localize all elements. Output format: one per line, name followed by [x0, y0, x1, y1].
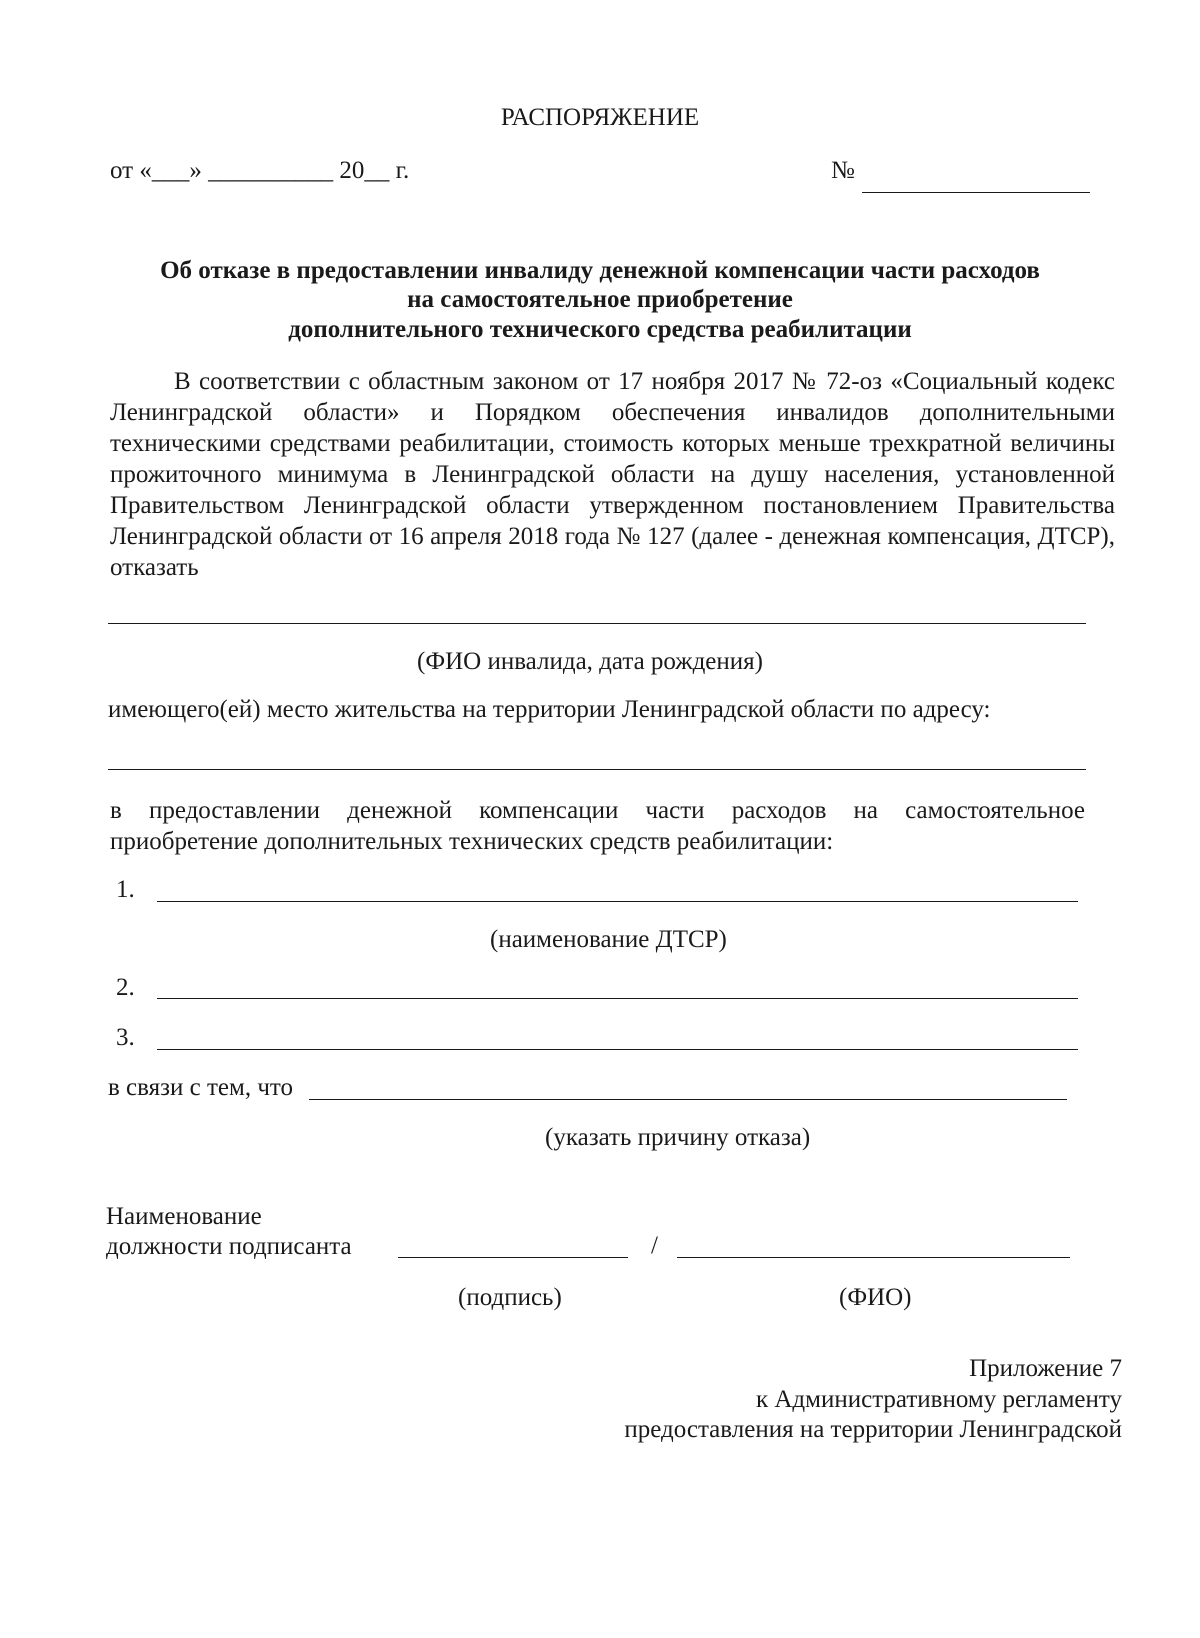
document-title-line-3: дополнительного технического средства реабилитации: [288, 316, 912, 343]
document-title-line-2: на самостоятельное приобретение: [407, 286, 793, 313]
signer-label-line-2: должности подписанта: [106, 1233, 352, 1260]
document-heading: РАСПОРЯЖЕНИЕ: [500, 104, 700, 131]
residence-line: имеющего(ей) место жительства на территории Ленинградской области по адресу:: [108, 696, 991, 723]
fio-caption: (ФИО инвалида, дата рождения): [417, 648, 763, 675]
provision-text: в предоставлении денежной компенсации части расходов на самостоятельное приобретение дополнительных технических средств реабилитации:: [110, 797, 1085, 855]
item-1-blank-line: [157, 901, 1078, 902]
name-blank-line: [677, 1257, 1070, 1258]
dtsr-caption: (наименование ДТСР): [490, 926, 727, 953]
item-number-1: 1.: [116, 876, 135, 903]
reason-label: в связи с тем, что: [108, 1074, 293, 1101]
number-blank-line: [862, 192, 1090, 193]
reason-caption: (указать причину отказа): [545, 1124, 811, 1151]
reason-blank-line: [309, 1099, 1067, 1100]
appendix-line-2: к Административному регламенту: [755, 1386, 1122, 1413]
signature-caption: (подпись): [458, 1284, 562, 1311]
name-caption: (ФИО): [839, 1284, 912, 1311]
appendix-line-3: предоставления на территории Ленинградской: [624, 1416, 1122, 1443]
fio-blank-line: [108, 623, 1086, 624]
appendix-line-1: Приложение 7: [969, 1355, 1122, 1382]
address-blank-line: [108, 769, 1086, 770]
item-3-blank-line: [157, 1049, 1078, 1050]
item-number-3: 3.: [116, 1024, 135, 1051]
body-paragraph: В соответствии с областным законом от 17 ноября 2017 № 72-оз «Социальный кодекс Ленинградской области» и Порядком обеспечения инвалидов дополнительными техническими средствами реабилитации, стоимость которых меньше трехкратной величины прожиточного минимума в Ленинградской области на душу населения, установленной Правительством Ленинградской области утвержденном постановлением Правительства Ленинградской области от 16 апреля 2018 года № 127 (далее - денежная компенсация, ДТСР), отказать: [110, 368, 1115, 581]
item-2-blank-line: [157, 998, 1078, 999]
signature-blank-line: [398, 1257, 628, 1258]
signer-label-line-1: Наименование: [106, 1203, 262, 1230]
number-label: №: [831, 157, 855, 184]
document-title-line-1: Об отказе в предоставлении инвалиду денежной компенсации части расходов: [160, 257, 1040, 284]
item-number-2: 2.: [116, 974, 135, 1001]
date-line: от «___» __________ 20__ г.: [110, 157, 410, 184]
signature-separator: /: [651, 1232, 658, 1259]
